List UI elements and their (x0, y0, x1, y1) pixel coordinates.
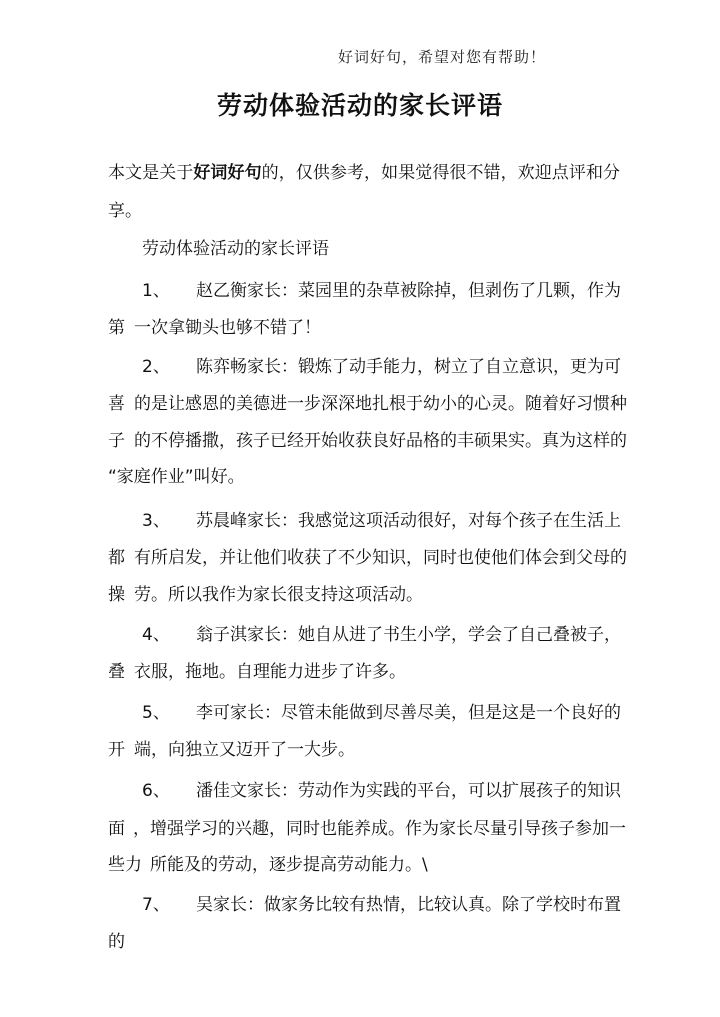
item-continuation (108, 739, 620, 761)
intro-line-2: 享。 (108, 201, 142, 221)
item-text: 有所启发，并让他们收获了不少知识，同时也使他们体会到父母的 (134, 548, 627, 568)
intro-line-1 (108, 162, 620, 184)
item-text: “家庭作业”叫好。 (108, 467, 245, 487)
item-lead-char: 开 (108, 740, 125, 760)
item-lead-char: 面， (108, 819, 150, 839)
item-number: 6、 (142, 781, 170, 801)
item-continuation (108, 854, 620, 876)
section-subtitle: 劳动体验活动的家长评语 (142, 239, 329, 259)
page-title: 劳动体验活动的家长评语 (216, 91, 503, 120)
item-continuation (108, 317, 620, 339)
item-first-line: 赵乙衡家长：菜园里的杂草被除掉，但剥伤了几颗，作为 (196, 281, 621, 301)
item-lead-char: 叠 (108, 662, 125, 682)
item-lead-char: 操 (108, 585, 125, 605)
item-first-line: 吴家长：做家务比较有热情，比较认真。除了学校时布置 (196, 895, 621, 915)
item-continuation (108, 547, 627, 569)
item-lead-char: 些力 (108, 855, 142, 875)
intro-prefix: 本文是关于 (108, 163, 194, 183)
item-text: 的是让感恩的美德进一步深深地扎根于幼小的心灵。随着好习惯种 (134, 394, 627, 414)
item-lead-char: 第 (108, 318, 125, 338)
item-number: 3、 (142, 511, 170, 531)
item-lead-char: 喜 (108, 394, 125, 414)
item-text: 端，向独立又迈开了一大步。 (134, 740, 355, 760)
intro-keyword: 好词好句 (193, 163, 262, 183)
item-number: 5、 (142, 703, 170, 723)
item-text: 增强学习的兴趣，同时也能养成。作为家长尽量引导孩子参加一 (150, 819, 626, 839)
item-first-line: 潘佳文家长：劳动作为实践的平台，可以扩展孩子的知识 (196, 781, 621, 801)
item-first-line: 翁子淇家长：她自从进了书生小学，学会了自己叠被子， (196, 625, 621, 645)
item-number: 7、 (142, 895, 170, 915)
item-first-line: 李可家长：尽管未能做到尽善尽美，但是这是一个良好的 (196, 703, 621, 723)
item-lead-char: 的 (108, 932, 125, 952)
item-lead-char: 都 (108, 548, 125, 568)
item-continuation (108, 661, 620, 683)
item-text: 劳。所以我作为家长很支持这项活动。 (134, 585, 423, 605)
item-continuation (108, 931, 620, 953)
item-text: 衣服，拖地。自理能力进步了许多。 (134, 662, 406, 682)
item-number: 4、 (142, 625, 170, 645)
item-continuation (108, 466, 620, 488)
item-first-line: 苏晨峰家长：我感觉这项活动很好，对每个孩子在生活上 (196, 511, 621, 531)
item-continuation (108, 818, 626, 840)
intro-suffix: 的，仅供参考，如果觉得很不错，欢迎点评和分 (261, 163, 621, 183)
item-text: 一次拿锄头也够不错了！ (134, 318, 321, 338)
item-first-line: 陈弈畅家长：锻炼了动手能力，树立了自立意识，更为可 (196, 357, 621, 377)
header-note: 好词好句，希望对您有帮助！ (338, 48, 547, 66)
item-number: 2、 (142, 357, 170, 377)
item-continuation (108, 584, 620, 606)
item-number: 1、 (142, 281, 170, 301)
item-lead-char: 子 (108, 431, 125, 451)
item-continuation (108, 393, 627, 415)
item-continuation (108, 430, 627, 452)
item-text: 的不停播撒，孩子已经开始收获良好品格的丰硕果实。真为这样的 (134, 431, 627, 451)
item-text: 所能及的劳动，逐步提高劳动能力。\ (150, 855, 428, 875)
